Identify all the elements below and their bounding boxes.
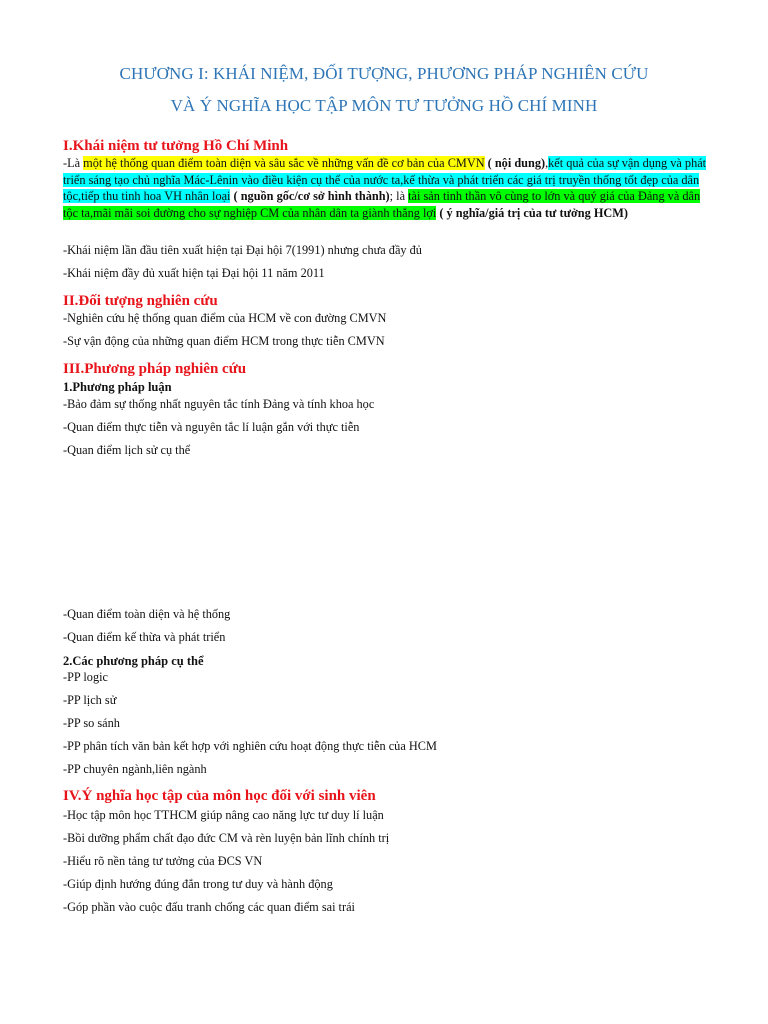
list-item: -Quan điểm kế thừa và phát triển bbox=[63, 630, 226, 644]
list-item: -PP chuyên ngành,liên ngành bbox=[63, 762, 207, 776]
list-item: -Quan điểm thực tiễn và nguyên tắc lí luận gắn với thực tiễn bbox=[63, 420, 360, 434]
highlight-origin: kết quả của sự vận dụng và phát triển sáng tạo chủ nghĩa Mác-Lênin vào điều kiện cụ thể của nước ta,kế thừa và phát triển các giá trị truyền thống tốt đẹp của dân tộc,tiếp thu tinh hoa VH nhân loại bbox=[63, 156, 707, 203]
subsection-1-heading: 1.Phương pháp luận bbox=[63, 380, 172, 394]
chapter-title-line-2: VÀ Ý NGHĨA HỌC TẬP MÔN TƯ TƯỞNG HỒ CHÍ MINH bbox=[170, 96, 598, 115]
section-4-heading: IV.Ý nghĩa học tập của môn học đối với sinh viên bbox=[63, 788, 376, 804]
list-item: -Nghiên cứu hệ thống quan điểm của HCM về con đường CMVN bbox=[63, 311, 387, 325]
list-item: -Quan điểm lịch sử cụ thể bbox=[63, 443, 191, 457]
section-1-heading: I.Khái niệm tư tưởng Hồ Chí Minh bbox=[63, 138, 289, 154]
para-text: -Là bbox=[63, 156, 84, 170]
highlight-content: một hệ thống quan điểm toàn diện và sâu sắc về những vấn đề cơ bản của CMVN bbox=[83, 156, 485, 170]
list-item: -Sự vận động của những quan điểm HCM trong thực tiễn CMVN bbox=[63, 334, 385, 348]
list-item: -PP so sánh bbox=[63, 716, 120, 730]
para-text: ; là bbox=[389, 189, 409, 203]
list-item: -Giúp định hướng đúng đắn trong tư duy và hành động bbox=[63, 877, 333, 891]
list-item: -Khái niệm đầy đủ xuất hiện tại Đại hội 11 năm 2011 bbox=[63, 266, 325, 280]
label-significance: ( ý nghĩa/giá trị của tư tưởng HCM) bbox=[436, 205, 628, 220]
list-item: -PP phân tích văn bản kết hợp với nghiên cứu hoạt động thực tiễn của HCM bbox=[63, 739, 437, 753]
highlight-significance: tài sản tinh thần vô cùng to lớn và quý giá của Đảng và dân tộc ta,mãi mãi soi đường cho sự nghiệp CM của nhân dân ta giành thắng lợi bbox=[63, 189, 701, 220]
label-origin: ( nguồn gốc/cơ sở hình thành) bbox=[230, 189, 390, 203]
label-content: ( nội dung) bbox=[484, 156, 546, 170]
subsection-2-heading: 2.Các phương pháp cụ thể bbox=[63, 654, 204, 668]
list-item: -PP logic bbox=[63, 670, 108, 684]
list-item: -Học tập môn học TTHCM giúp nâng cao năng lực tư duy lí luận bbox=[63, 808, 384, 822]
list-item: -Bồi dưỡng phẩm chất đạo đức CM và rèn luyện bản lĩnh chính trị bbox=[63, 831, 390, 845]
section-3-heading: III.Phương pháp nghiên cứu bbox=[63, 361, 247, 377]
list-item: -Hiểu rõ nền tảng tư tưởng của ĐCS VN bbox=[63, 854, 263, 868]
section-1-definition-paragraph bbox=[63, 155, 713, 221]
list-item: -PP lịch sử bbox=[63, 693, 117, 707]
list-item: -Khái niệm lần đầu tiên xuất hiện tại Đại hội 7(1991) nhưng chưa đầy đủ bbox=[63, 243, 422, 257]
section-2-heading: II.Đối tượng nghiên cứu bbox=[63, 293, 218, 309]
list-item: -Góp phần vào cuộc đấu tranh chống các quan điểm sai trái bbox=[63, 900, 355, 914]
list-item: -Bảo đảm sự thống nhất nguyên tắc tính Đảng và tính khoa học bbox=[63, 397, 375, 411]
para-text: , bbox=[545, 156, 549, 170]
chapter-title-line-1: CHƯƠNG I: KHÁI NIỆM, ĐỐI TƯỢNG, PHƯƠNG PHÁP NGHIÊN CỨU bbox=[119, 64, 649, 83]
list-item: -Quan điểm toàn diện và hệ thống bbox=[63, 607, 231, 621]
